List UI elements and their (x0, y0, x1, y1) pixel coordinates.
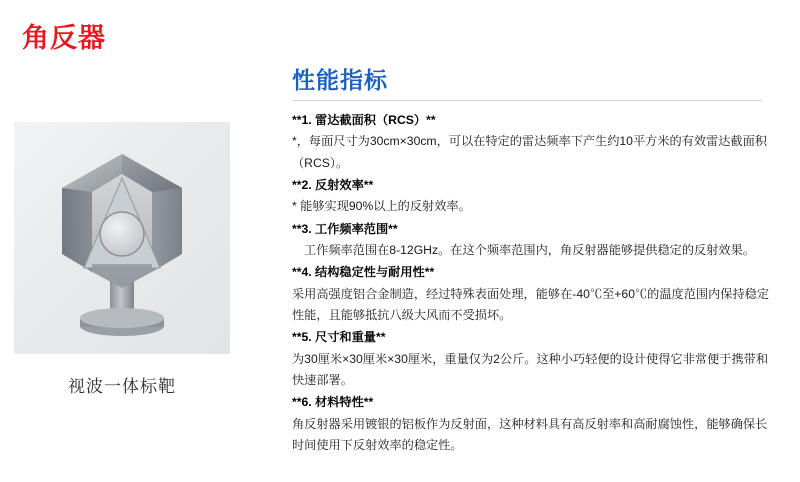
spec-item-size-weight (292, 327, 772, 391)
spec-item-head: **3. 工作频率范围** (292, 221, 398, 236)
corner-reflector-illustration (14, 122, 230, 354)
spec-panel (288, 0, 788, 482)
spec-item-head: **5. 尺寸和重量** (292, 330, 386, 345)
spec-heading: 性能指标 (292, 67, 388, 93)
spec-item-head: **2. 反射效率** (292, 178, 374, 193)
spec-item-head: 1. 雷达截面积（RCS）** (301, 113, 436, 127)
product-caption: 视波一体标靶 (68, 377, 176, 396)
spec-item-marker: ** (292, 113, 302, 127)
product-panel (0, 0, 280, 482)
spec-item-stability-durability (292, 262, 772, 326)
spec-item-text: 工作频率范围在8-12GHz。在这个频率范围内，角反射器能够提供稳定的反射效果。 (304, 243, 755, 258)
spec-item-text: *，每面尺寸为30cm×30cm，可以在特定的雷达频率下产生约10平方米的有效雷达截面积（RCS）。 (292, 134, 768, 170)
page-title: 角反器 (22, 23, 106, 53)
spec-item-text: 为30厘米×30厘米×30厘米，重量仅为2公斤。这种小巧轻便的设计使得它非常便于携带和快速部署。 (292, 351, 769, 388)
spec-item-material (292, 392, 772, 456)
spec-item-head: **4. 结构稳定性与耐用性** (292, 265, 435, 280)
spec-item-head: **6. 材料特性** (292, 395, 374, 410)
spec-list (292, 110, 772, 458)
heading-divider (292, 100, 762, 101)
spec-item-text: 采用高强度铝合金制造，经过特殊表面处理，能够在-40℃至+60℃的温度范围内保持稳定性能，且能够抵抗八级大风而不受损坏。 (292, 286, 770, 323)
spec-item-reflect-efficiency (292, 175, 772, 218)
spec-item-text: * 能够实现90%以上的反射效率。 (292, 199, 471, 214)
spec-item-frequency-range (292, 219, 772, 262)
spec-item-rcs (292, 110, 772, 174)
product-image (14, 122, 230, 354)
spec-item-text: 角反射器采用镀银的铝板作为反射面，这种材料具有高反射率和高耐腐蚀性，能够确保长时间使用下反射效率的稳定性。 (292, 416, 768, 453)
